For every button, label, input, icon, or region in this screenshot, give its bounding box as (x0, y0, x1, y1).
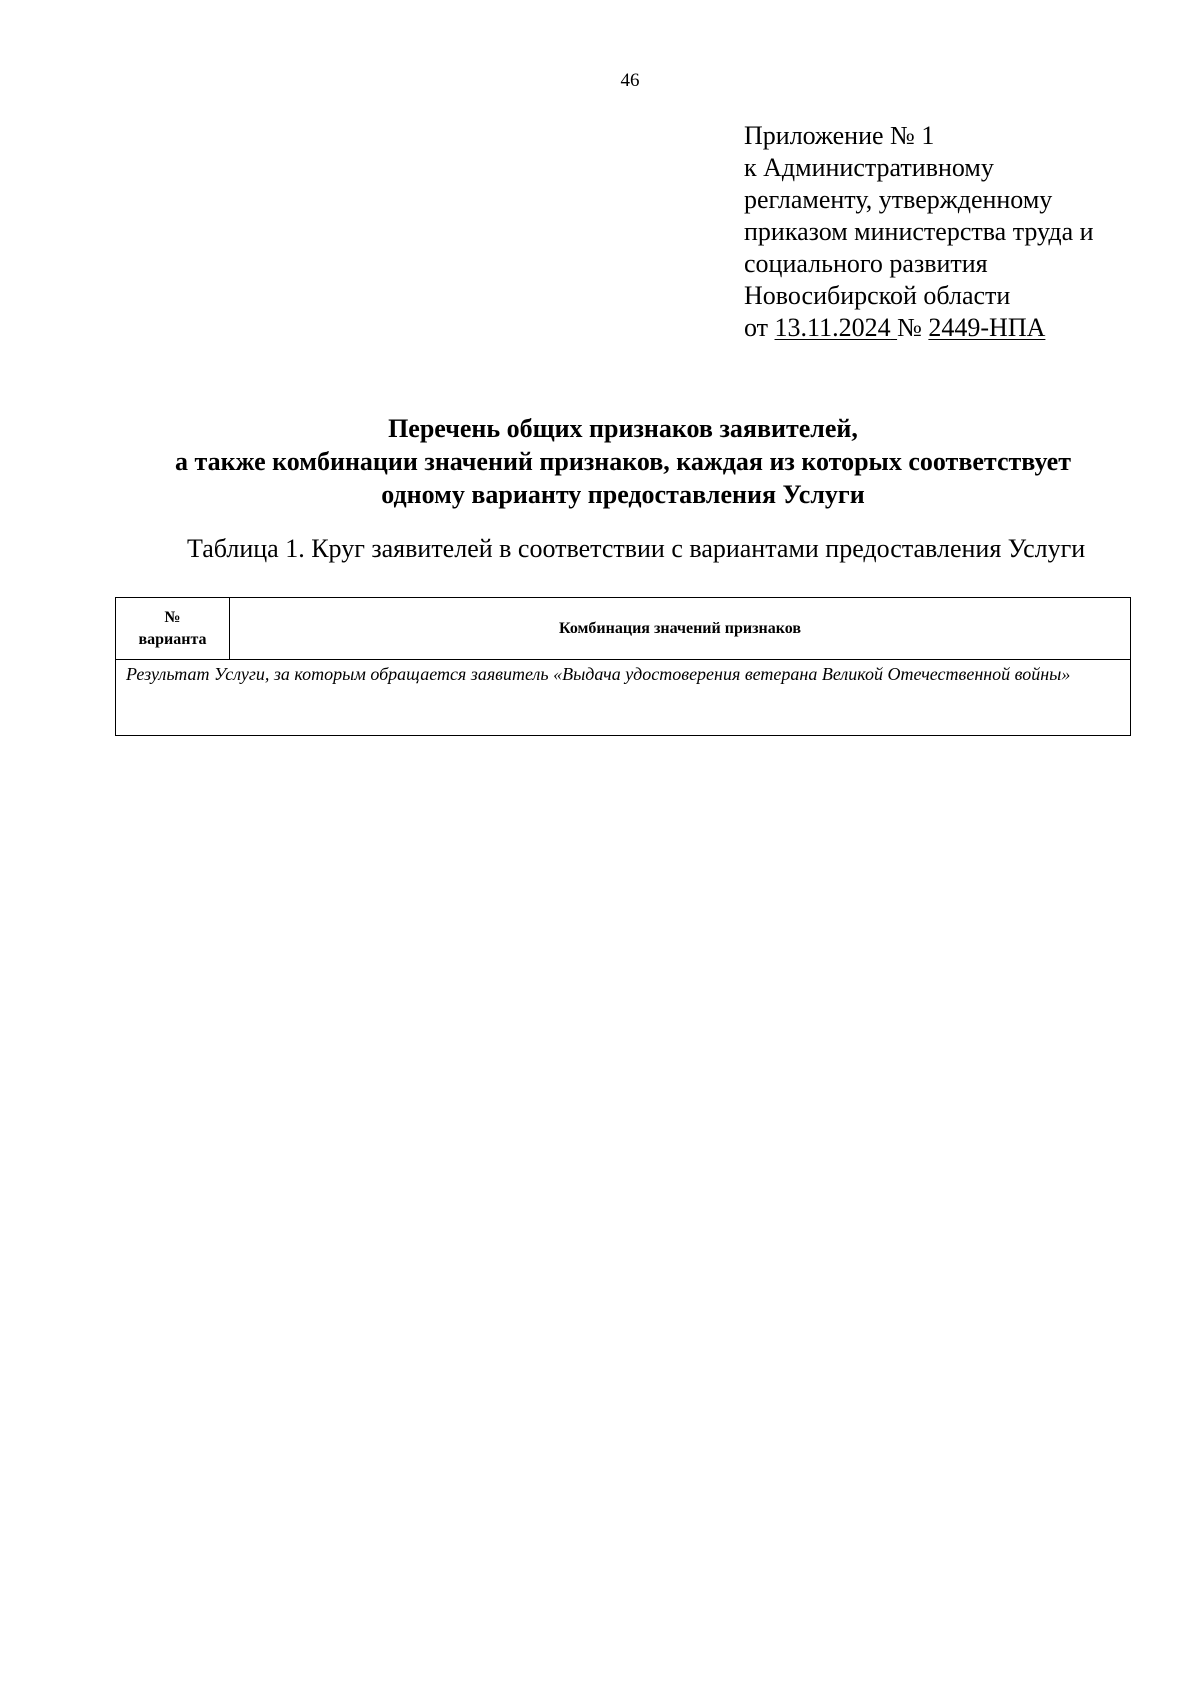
appendix-date: 13.11.2024 (774, 313, 891, 342)
appendix-line-2: к Административному (744, 153, 994, 182)
appendix-block (744, 120, 1164, 344)
appendix-line-4: приказом министерства труда и (744, 217, 1094, 246)
appendix-date-line (744, 312, 1164, 344)
header-variant-number: № варианта (116, 598, 230, 660)
table-caption: Таблица 1. Круг заявителей в соответствии с вариантами предоставления Услуги (187, 534, 1086, 563)
appendix-line-6: Новосибирской области (744, 281, 1011, 310)
appendix-date-prefix: от (744, 313, 769, 342)
appendix-line-5: социального развития (744, 249, 988, 278)
table-row (116, 660, 1131, 736)
document-title (115, 412, 1131, 511)
title-line-1: Перечень общих признаков заявителей, (388, 414, 858, 443)
table-header-row (116, 598, 1131, 660)
page-number: 46 (620, 70, 640, 91)
title-line-2: а также комбинации значений признаков, каждая из которых соответствует (175, 447, 1071, 476)
appendix-line-3: регламенту, утвержденному (744, 185, 1053, 214)
variants-table (115, 597, 1131, 736)
appendix-line-1: Приложение № 1 (744, 121, 935, 150)
header-combination: Комбинация значений признаков (230, 598, 1131, 660)
appendix-number: 2449-НПА (928, 313, 1046, 342)
title-line-3: одному варианту предоставления Услуги (381, 480, 865, 509)
appendix-number-sign: № (897, 313, 922, 342)
result-row-cell: Результат Услуги, за которым обращается заявитель «Выдача удостоверения ветерана Великой Отечественной войны» (116, 660, 1131, 736)
